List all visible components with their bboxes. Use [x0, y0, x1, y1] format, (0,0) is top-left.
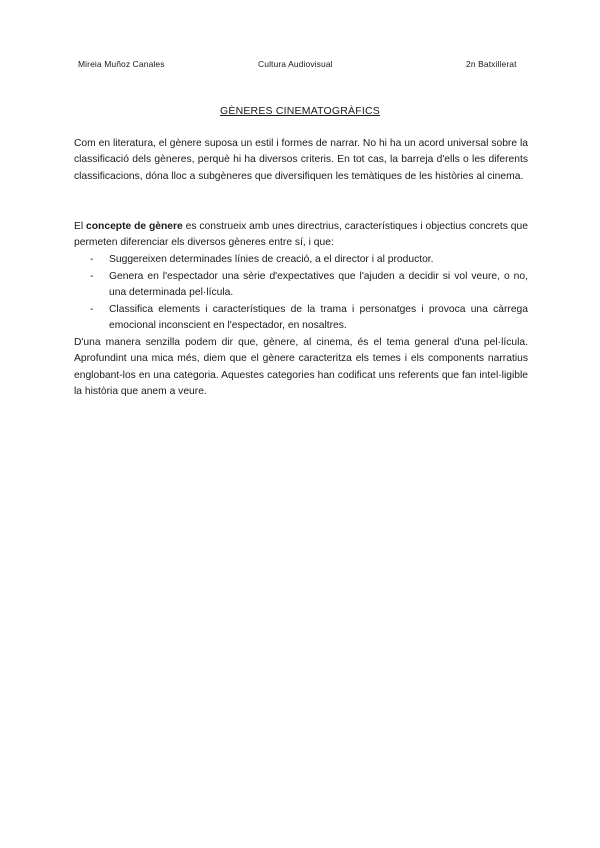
header-subject: Cultura Audiovisual — [258, 59, 333, 69]
header-course: 2n Batxillerat — [466, 59, 517, 69]
paragraph-summary: D'una manera senzilla podem dir que, gènere, al cinema, és el tema general d'una pel·lícula. Aprofundint una mica més, diem que el gènere caracteritza els temes i els components narratius englobant-los en una categoria. Aquestes categories han codificat uns referents que fan intel·ligible la història que anem a veure. — [74, 337, 528, 398]
bullet-text: Suggereixen determinades línies de creació, a el director i al productor. — [109, 254, 434, 265]
paragraph-concept-bold: concepte de gènere — [86, 221, 183, 232]
bullet-marker: - — [90, 271, 94, 282]
header-author: Mireia Muñoz Canales — [78, 59, 165, 69]
paragraph-concept — [74, 219, 528, 252]
bullet-marker: - — [90, 254, 94, 265]
bullet-text: Genera en l'espectador una sèrie d'expectatives que l'ajuden a decidir si vol veure, o no, una determinada pel·lícula. — [109, 271, 528, 299]
document-title: GÈNERES CINEMATOGRÀFICS — [220, 105, 380, 117]
paragraph-concept-rest: es construeix amb unes directrius, característiques i objectius concrets que permeten diferenciar els diversos gèneres entre sí, i que: — [74, 221, 528, 249]
paragraph-intro: Com en literatura, el gènere suposa un estil i formes de narrar. No hi ha un acord universal sobre la classificació dels gèneres, perquè hi ha diversos criteris. En tot cas, la barreja d'ells o les diferents classificacions, dóna lloc a subgèneres que diversifiquen les temàtiques de les històries al cinema. — [74, 138, 528, 182]
paragraph-concept-intro: El — [74, 221, 87, 232]
bullet-marker: - — [90, 304, 94, 315]
bullet-text: Classifica elements i característiques de la trama i personatges i provoca una càrrega emocional inconscient en l'espectador, en nosaltres. — [109, 304, 528, 332]
